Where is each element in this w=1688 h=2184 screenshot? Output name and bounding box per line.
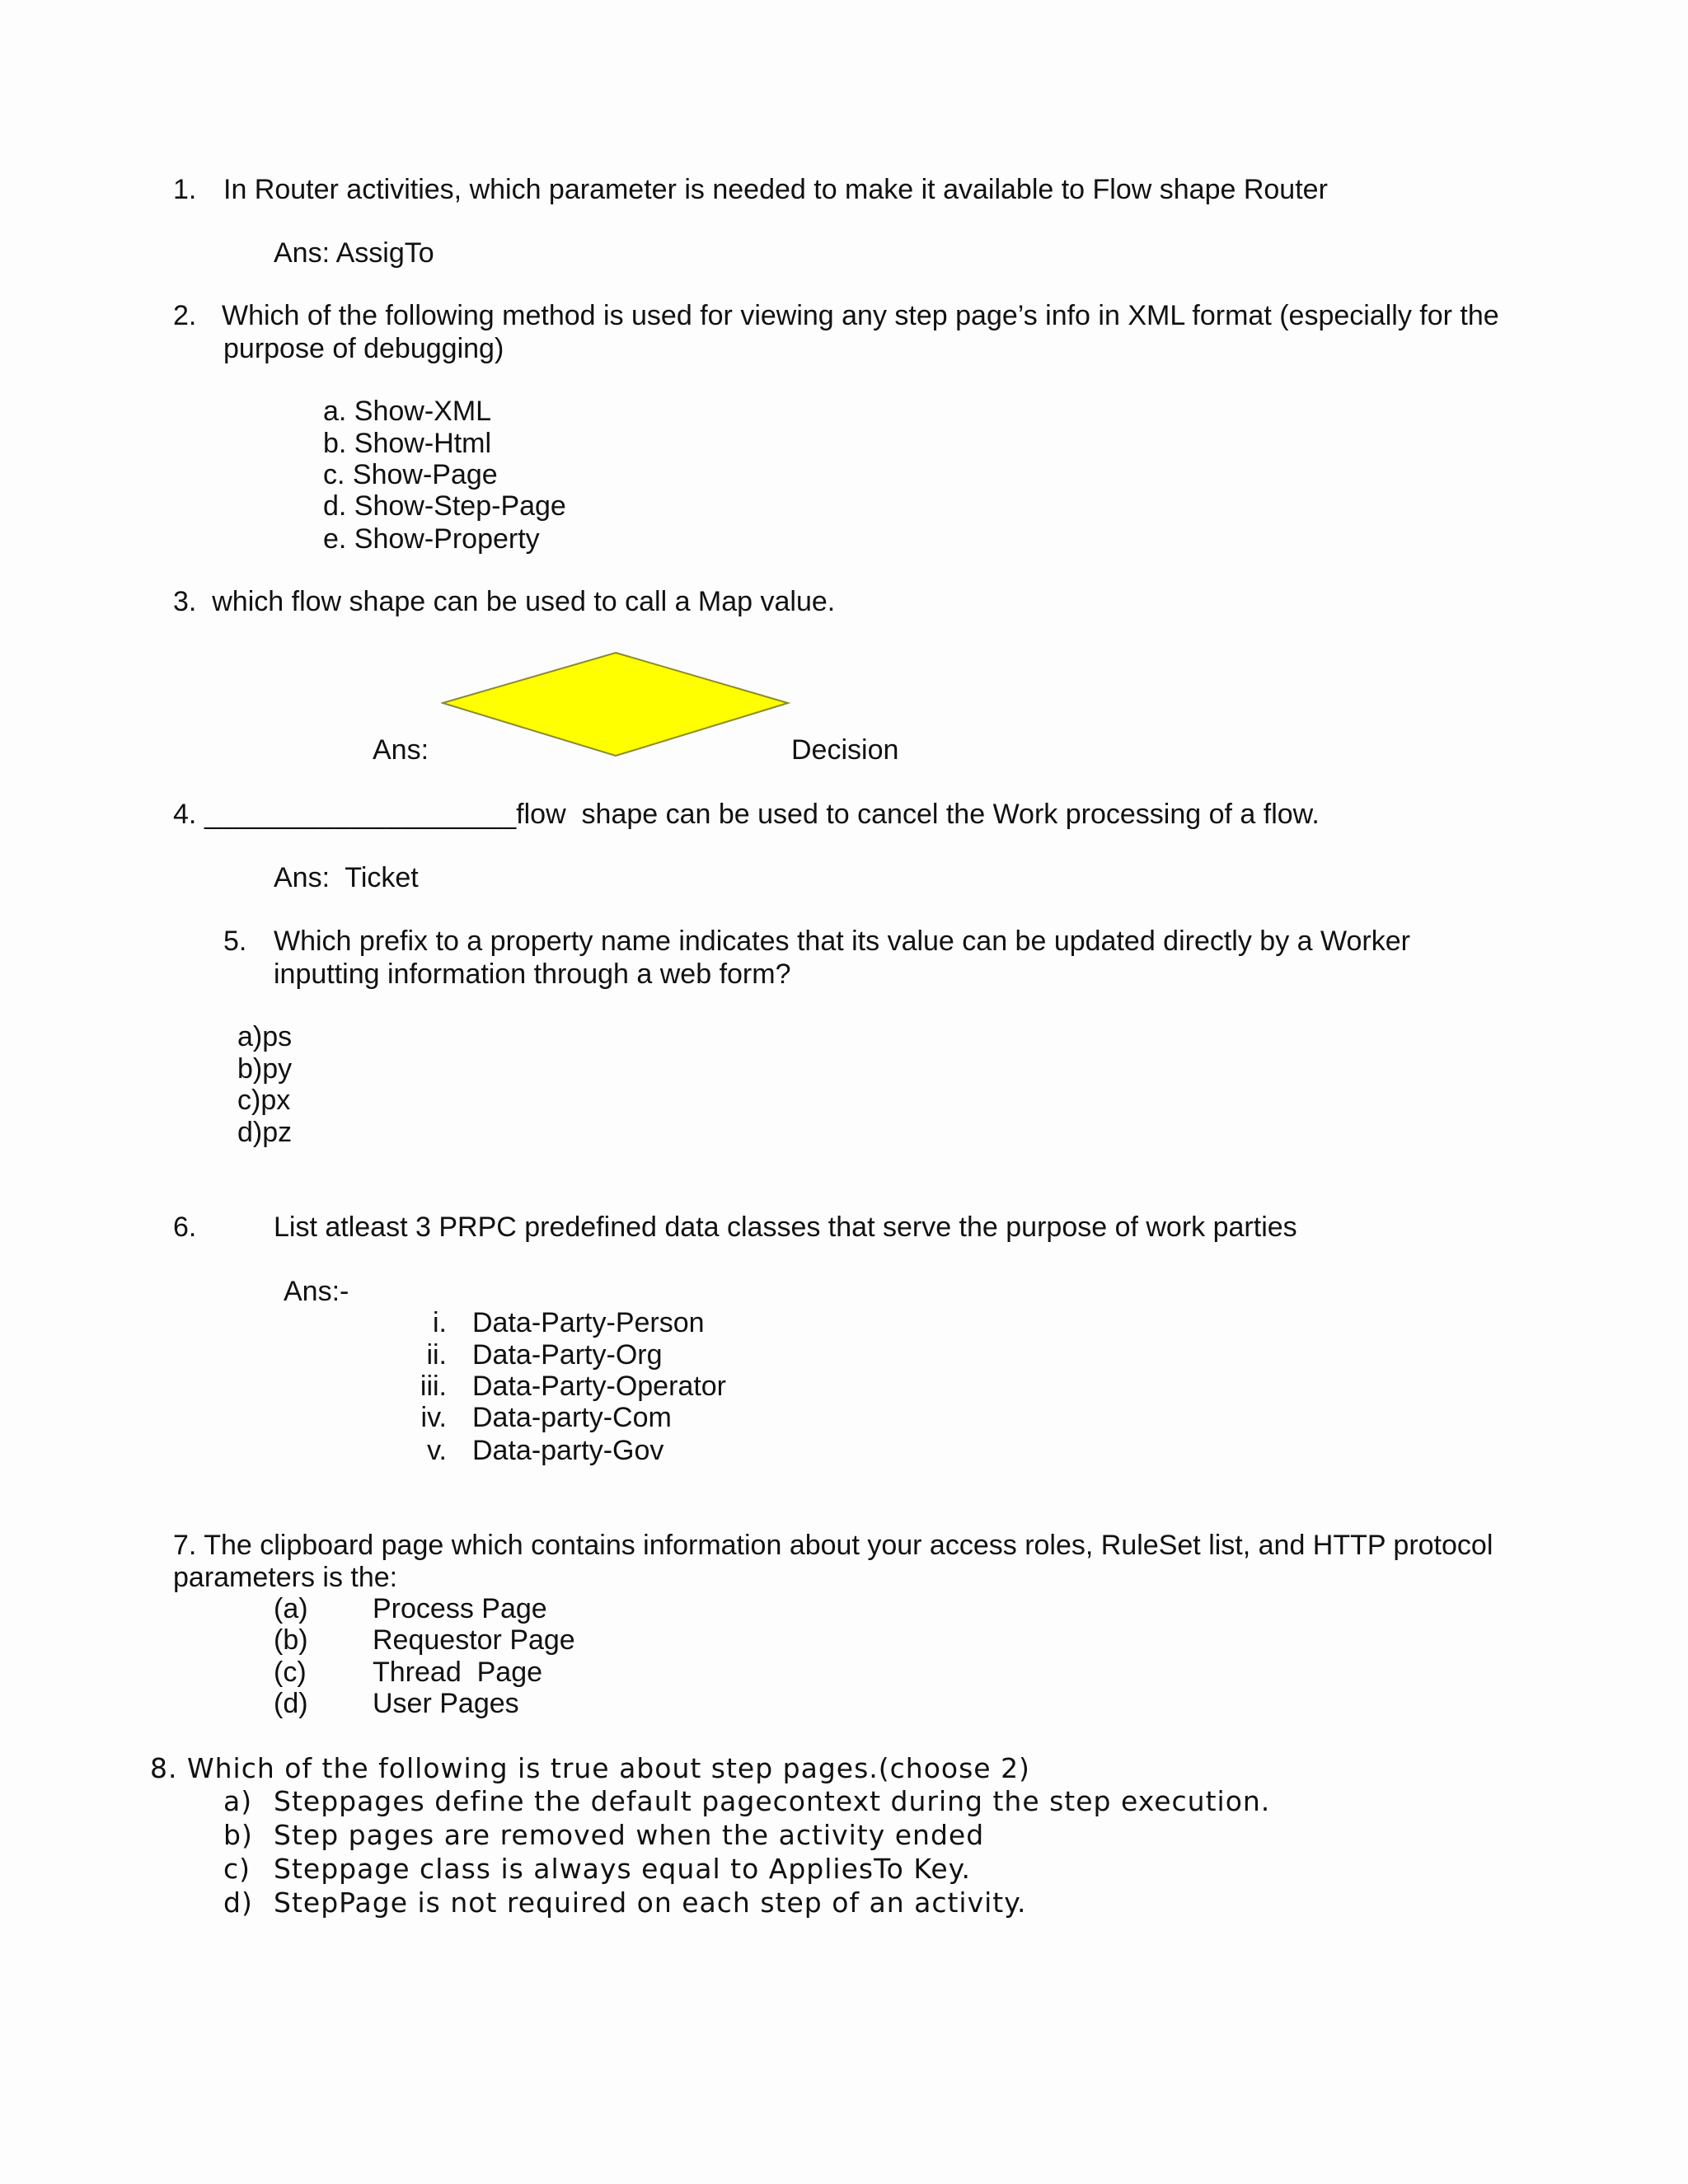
q1-answer: Ans: AssigTo — [274, 237, 434, 269]
q7-option-key: (d) — [274, 1688, 308, 1719]
q2-option: e. Show-Property — [323, 523, 540, 555]
q6-item-text: Data-party-Com — [472, 1402, 672, 1433]
q6-item-numeral: i. — [433, 1307, 447, 1338]
q5-option: d)pz — [237, 1117, 293, 1148]
q6-item-text: Data-Party-Person — [472, 1307, 705, 1338]
q4-number: 4. — [173, 799, 197, 830]
q2-option: c. Show-Page — [323, 459, 498, 490]
q6-item-numeral: iv. — [420, 1402, 447, 1433]
q5-option: c)px — [237, 1085, 291, 1116]
q5-number: 5. — [223, 926, 247, 957]
q7-option-text: Requestor Page — [373, 1624, 575, 1656]
q8-option-key: a) — [223, 1785, 253, 1817]
q4-text: ____________________flow shape can be used to cancel the Work processing of a flow. — [204, 799, 1320, 830]
q2-text-line2: purpose of debugging) — [223, 333, 504, 364]
q2-option: d. Show-Step-Page — [323, 490, 566, 522]
q6-number: 6. — [173, 1212, 197, 1243]
q7-option-key: (b) — [274, 1624, 308, 1656]
q5-option: a)ps — [237, 1021, 293, 1052]
q7-option-text: Process Page — [373, 1593, 547, 1624]
q8-option-text: StepPage is not required on each step of an activity. — [274, 1886, 1027, 1919]
q6-item-text: Data-Party-Operator — [472, 1371, 726, 1402]
q2-number: 2. — [173, 300, 197, 331]
q6-item-numeral: iii. — [420, 1371, 447, 1402]
q6-text: List atleast 3 PRPC predefined data classes that serve the purpose of work parties — [274, 1212, 1297, 1243]
q8-option-text: Step pages are removed when the activity ended — [274, 1819, 985, 1851]
q7-option-text: Thread Page — [373, 1657, 543, 1688]
q6-item-numeral: ii. — [426, 1339, 447, 1371]
q8-option-text: Steppage class is always equal to AppliesTo Key. — [274, 1853, 971, 1885]
q6-item-numeral: v. — [427, 1435, 447, 1466]
q7-text-line2: parameters is the: — [173, 1562, 398, 1593]
q8-option-key: b) — [223, 1819, 253, 1851]
q3-answer: Decision — [791, 734, 899, 766]
q8-option-key: c) — [223, 1853, 251, 1885]
q3-answer-label: Ans: — [373, 734, 429, 766]
q5-text-line1: Which prefix to a property name indicates that its value can be updated directly by a Worker — [274, 926, 1410, 957]
q8-text: 8. Which of the following is true about step pages.(choose 2) — [150, 1752, 1030, 1784]
q5-option: b)py — [237, 1053, 293, 1085]
q7-option-text: User Pages — [373, 1688, 519, 1719]
q1-text: In Router activities, which parameter is needed to make it available to Flow shape Router — [223, 174, 1328, 205]
q8-option-text: Steppages define the default pagecontext during the step execution. — [274, 1785, 1271, 1817]
decision-diamond-shape — [441, 651, 791, 758]
q4-answer: Ans: Ticket — [274, 862, 419, 893]
q6-answer-label: Ans:- — [284, 1276, 349, 1307]
q7-option-key: (c) — [274, 1657, 307, 1688]
q6-item-text: Data-party-Gov — [472, 1435, 664, 1466]
q2-text-line1: Which of the following method is used for viewing any step page’s info in XML format (especially for the — [222, 300, 1499, 331]
q6-item-text: Data-Party-Org — [472, 1339, 663, 1371]
q1-number: 1. — [173, 174, 197, 205]
q2-option: b. Show-Html — [323, 428, 492, 459]
q3-text: 3. which flow shape can be used to call a Map value. — [173, 586, 836, 617]
q7-text-line1: 7. The clipboard page which contains information about your access roles, RuleSet list, and HTTP protocol — [173, 1530, 1493, 1561]
q5-text-line2: inputting information through a web form? — [274, 958, 791, 990]
q7-option-key: (a) — [274, 1593, 308, 1624]
q2-option: a. Show-XML — [323, 396, 492, 427]
q8-option-key: d) — [223, 1886, 253, 1919]
